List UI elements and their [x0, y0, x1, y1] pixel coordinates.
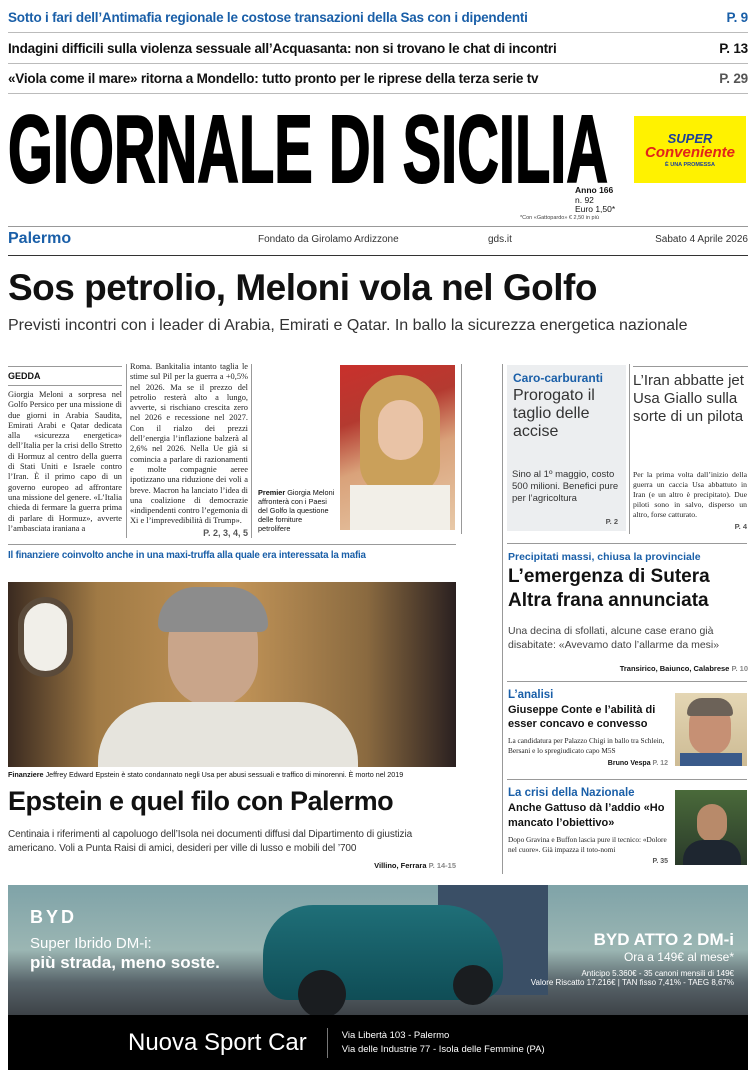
founder: Fondato da Girolamo Ardizzone	[258, 233, 399, 245]
ad-tagline2: più strada, meno soste.	[30, 953, 220, 972]
lead-subhead: Previsti incontri con i leader di Arabia, Emirati e Qatar. In ballo la sicurezza energetica nazionale	[8, 317, 688, 334]
teaser-text: Sotto i fari dell’Antimafia regionale le costose transazioni della Sas con i dipendenti	[8, 10, 528, 25]
date: Sabato 4 Aprile 2026	[655, 233, 748, 245]
issue-info	[575, 186, 615, 215]
ad-price: Ora a 149€ al mese*	[623, 950, 734, 964]
lead-body-col1: Giorgia Meloni a sorpresa nel Golfo Persico per una missione di due giorni in Arabia Saudita, Emirati Arabi e Qatar dedicata alla «sicurezza energetica» dell’Italia per la crisi dello Stretto di Hormuz al centro della guerra di Stati Uniti e Israele contro l’Iran. È il primo capo di un governo europeo ad affrontare una missione del genere. «L’Italia chieda di fermare la guerra prima di parlare di Hormuz», avverte l’ambasciata iraniana a	[8, 390, 122, 533]
website[interactable]: gds.it	[488, 233, 512, 245]
sutera-subhead: Una decina di sfollati, alcune case erano già disabitate: «Avevamo dato l’allarme da mesi»	[508, 625, 720, 651]
issue-price: Euro 1,50*	[575, 204, 616, 214]
meloni-photo	[340, 365, 455, 530]
byline: Transirico, Baiunco, Calabrese	[619, 664, 730, 673]
ad-tagline1: Super Ibrido DM-i:	[30, 935, 152, 952]
epstein-caption	[8, 770, 456, 779]
byd-advertisement[interactable]	[8, 885, 748, 1075]
byline: Villino, Ferrara	[374, 861, 427, 870]
sutera-byline	[508, 664, 748, 673]
gattuso-kicker: La crisi della Nazionale	[508, 787, 635, 799]
conte-byline	[508, 760, 668, 767]
epstein-photo	[8, 582, 456, 767]
lead-body-col2: Roma. Bankitalia intanto taglia le stime sul Pil per la guerra a +0,5% nel 2026. Ma se il prezzo del petrolio resterà alto a lungo, avverte, si rischiano crescita zero nel 2026 e recessione nel 2027. Con il rialzo dei prezzi dell’energia l’inflazione balzerà al 2,6% nel 2026. Nella Ue già si comincia a parlare di razionamenti e molte compagnie aeree ipotizzano una riduzione dei voli a breve. Macron ha lanciato l’idea di una coalizione di democrazie «indipendenti contro l’egemonia di Xi e l’imprevedibilità di Trump».	[130, 362, 248, 526]
teaser-acquasanta[interactable]	[8, 34, 748, 64]
epstein-kicker: Il finanziere coinvolto anche in una maxi-truffa alla quale era interessata la mafia	[8, 550, 366, 561]
edition: Palermo	[8, 230, 72, 247]
gattuso-headline[interactable]: Anche Gattuso dà l’addio «Ho mancato l’obiettivo»	[508, 802, 665, 829]
dealer-address1: Via Libertà 103 - Palermo	[341, 1029, 450, 1041]
promo-line3: È UNA PROMESSA	[665, 161, 715, 168]
page-ref: P. 12	[652, 760, 668, 767]
teaser-text: Indagini difficili sulla violenza sessuale all’Acquasanta: non si trovano le chat di incontri	[8, 41, 557, 56]
accise-box[interactable]	[507, 365, 626, 531]
conte-headline[interactable]: Giuseppe Conte e l’abilità di esser concavo e convesso	[508, 704, 656, 730]
dealer-addresses	[342, 1029, 545, 1057]
accise-headline: Prorogato il taglio delle accise	[513, 387, 595, 440]
page-ref: P. 14-15	[428, 861, 456, 870]
sutera-kicker: Precipitati massi, chiusa la provinciale	[508, 551, 701, 563]
sutera-headline[interactable]: L’emergenza di Sutera Altra frana annunciata	[508, 566, 710, 611]
gattuso-text: Dopo Gravina e Buffon lascia pure il tecnico: «Dolore nel cuore». Già impazza il toto-nomi	[508, 835, 667, 854]
dealer-address2: Via delle Industrie 77 - Isola delle Femmine (PA)	[341, 1043, 545, 1055]
iran-text: Per la prima volta dall’inizio della guerra un caccia Usa abbattuto in Iran (e un altro è precipitato). Due piloti sono in salvo, disperso un altro, forse catturato.	[633, 470, 747, 519]
price-note: *Con «Gattopardo» € 2,50 in più	[520, 215, 599, 221]
byd-logo: BYD	[30, 907, 78, 927]
accise-page: P. 2	[605, 517, 618, 526]
gattuso-photo	[675, 790, 747, 865]
ad-terms2: Valore Riscatto 17.216€ | TAN fisso 7,41% - TAEG 8,67%	[530, 978, 734, 987]
ad-model: BYD ATTO 2 DM-i	[593, 930, 734, 949]
teaser-text: «Viola come il mare» ritorna a Mondello: tutto pronto per le riprese della terza serie tv	[8, 71, 539, 86]
lead-headline[interactable]: Sos petrolio, Meloni vola nel Golfo	[8, 267, 597, 308]
epstein-subhead: Centinaia i riferimenti al capoluogo dell’Isola nei documenti diffusi dal Dipartimento di giustizia americano. Voli a Punta Raisi di amici, desideri per ville di lusso e mobili del ’700	[8, 829, 413, 854]
conte-kicker: L’analisi	[508, 689, 554, 701]
accise-text: Sino al 1º maggio, costo 500 milioni. Benefici pure per l’agricoltura	[512, 469, 619, 504]
caption-text: Jeffrey Edward Epstein è stato condannato negli Usa per abusi sessuali e traffico di minorenni. È morto nel 2019	[45, 770, 404, 779]
masthead-title: GIORNALE DI SICILIA	[8, 100, 608, 188]
lead-pages: P. 2, 3, 4, 5	[203, 528, 248, 538]
promo-line1: SUPER	[667, 130, 713, 146]
ad-terms1: Anticipo 5.360€ - 35 canoni mensili di 149€	[581, 969, 734, 978]
dateline	[8, 230, 748, 248]
gattuso-page: P. 35	[652, 858, 668, 865]
iran-page: P. 4	[734, 522, 747, 531]
ad-offer	[531, 930, 734, 987]
caption-label: Finanziere	[8, 770, 44, 779]
super-conveniente-logo[interactable]	[634, 116, 746, 183]
epstein-byline	[8, 861, 456, 870]
conte-photo	[675, 693, 747, 766]
issue-year: Anno 166	[575, 185, 614, 195]
accise-kicker: Caro-carburanti	[513, 371, 604, 385]
byline: Bruno Vespa	[607, 760, 651, 767]
meloni-caption	[258, 488, 336, 533]
teaser-antimafia[interactable]	[8, 3, 748, 33]
promo-line2: Conveniente	[644, 143, 735, 161]
caption-text: Giorgia Meloni affronterà con i Paesi del Golfo la questione delle forniture petrolifere	[258, 488, 335, 533]
dealer-name: Nuova Sport Car	[128, 1028, 307, 1056]
conte-text: La candidatura per Palazzo Chigi in ballo tra Schlein, Bersani e lo spregiudicato capo M5S	[508, 736, 665, 755]
dealer-bar	[8, 1015, 748, 1070]
iran-headline[interactable]: L’Iran abbatte jet Usa Giallo sulla sorte di un pilota	[633, 372, 744, 425]
page-ref: P. 10	[731, 664, 748, 673]
issue-number: n. 92	[575, 194, 594, 205]
masthead-logo	[8, 100, 608, 188]
epstein-headline[interactable]: Epstein e quel filo con Palermo	[8, 786, 394, 816]
teaser-page: P. 29	[719, 71, 748, 86]
caption-label: Premier	[258, 488, 286, 497]
teaser-page: P. 13	[719, 41, 748, 56]
lead-dateline: GEDDA	[8, 371, 41, 381]
teaser-page: P. 9	[726, 10, 748, 25]
teaser-mondello[interactable]	[8, 64, 748, 94]
